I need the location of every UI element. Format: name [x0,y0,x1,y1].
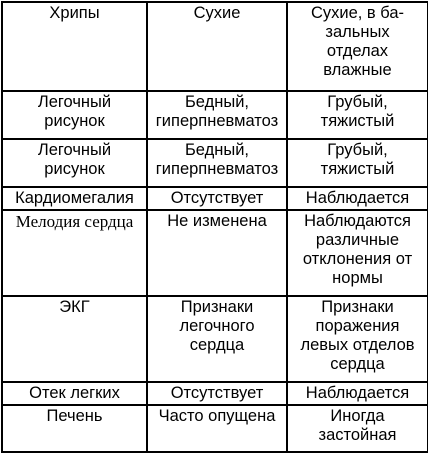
cell-text: Хрипы [49,4,100,22]
table-cell-feature [2,405,147,452]
table-cell-first-condition [147,2,287,91]
table-cell-second-condition [287,91,428,139]
table-cell-second-condition [287,2,428,91]
cell-text: Наблюдаются различные отклонения от нормы [302,212,413,287]
cell-text: Отек легких [29,384,120,402]
comparison-table [1,1,428,453]
table-cell-first-condition [147,382,287,405]
cell-text: Отсутствует [170,384,264,402]
table-cell-feature [2,210,147,296]
table-cell-feature [2,2,147,91]
cell-text: Сухие, в ба- зальных отделах влажные [310,4,405,79]
table-row [2,382,428,405]
table-cell-second-condition [287,210,428,296]
table-row [2,91,428,139]
cell-text: Иногда застойная [318,407,397,444]
table-cell-feature [2,187,147,210]
cell-text: Часто опущена [158,407,276,425]
table-row [2,187,428,210]
table-row [2,2,428,91]
table-cell-second-condition [287,405,428,452]
table-cell-second-condition [287,139,428,187]
table-cell-feature [2,296,147,382]
table-cell-first-condition [147,296,287,382]
cell-text: Печень [46,407,103,425]
table-cell-second-condition [287,382,428,405]
cell-text: Сухие [193,4,241,22]
cell-text: Грубый, тяжистый [320,93,395,130]
cell-text: ЭКГ [59,298,90,316]
cell-text: Бедный, гиперпневматоз [155,93,279,130]
table-row [2,139,428,187]
cell-text: Кардиомегалия [15,189,134,207]
cell-text: Грубый, тяжистый [320,141,395,178]
cell-text: Легочный рисунок [37,141,112,178]
cell-text: Не изменена [167,212,267,230]
cell-text: Наблюдается [305,189,410,207]
cell-text: Легочный рисунок [37,93,112,130]
cell-text: Признаки легочного сердца [179,298,255,354]
table-cell-second-condition [287,296,428,382]
table-cell-first-condition [147,139,287,187]
table-cell-first-condition [147,187,287,210]
table-cell-feature [2,382,147,405]
table-cell-first-condition [147,91,287,139]
table-cell-first-condition [147,405,287,452]
table-row [2,210,428,296]
table-cell-second-condition [287,187,428,210]
table-row [2,296,428,382]
cell-text: Бедный, гиперпневматоз [155,141,279,178]
cell-text: Отсутствует [170,189,264,207]
cell-text: Наблюдается [305,384,410,402]
cell-text: Признаки поражения левых отделов сердца [300,298,415,373]
cell-text: Мелодия сердца [15,212,134,231]
table-row [2,405,428,452]
table-cell-feature [2,91,147,139]
table-cell-feature [2,139,147,187]
table-cell-first-condition [147,210,287,296]
